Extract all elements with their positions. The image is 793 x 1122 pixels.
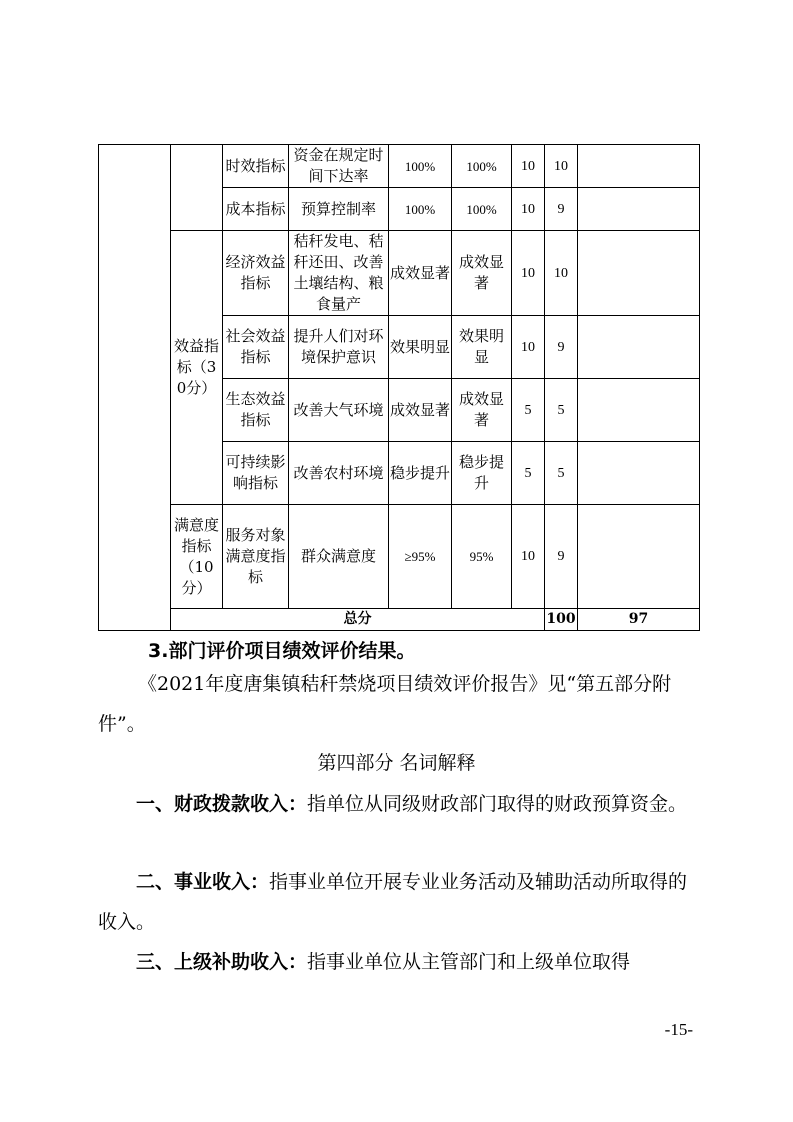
indicator-name: 经济效益指标 (223, 231, 289, 316)
target-value: 100% (389, 188, 452, 231)
actual-value: 效果明显 (452, 316, 512, 379)
earned-score: 9 (545, 316, 578, 379)
weight-score: 5 (512, 442, 545, 505)
term-definition: 指事业单位从主管部门和上级单位取得 (307, 951, 631, 973)
remark-cell (578, 442, 700, 505)
earned-score: 5 (545, 442, 578, 505)
satisfaction-category: 满意度指标（10分） (171, 505, 223, 609)
target-value: 100% (389, 145, 452, 188)
term-paragraph (98, 784, 698, 824)
chapter-title: 第四部分 名词解释 (317, 752, 476, 774)
weight-score: 10 (512, 188, 545, 231)
table-row (99, 145, 700, 188)
earned-score: 10 (545, 145, 578, 188)
weight-score: 5 (512, 379, 545, 442)
term-paragraph (98, 862, 698, 942)
indicator-name: 生态效益指标 (223, 379, 289, 442)
weight-score: 10 (512, 145, 545, 188)
target-value: 效果明显 (389, 316, 452, 379)
total-full-score: 100 (545, 609, 578, 631)
indicator-name: 社会效益指标 (223, 316, 289, 379)
earned-score: 5 (545, 379, 578, 442)
target-value: ≥95% (389, 505, 452, 609)
indicator-detail: 预算控制率 (289, 188, 389, 231)
blank-cell (99, 145, 171, 631)
section-body: 《2021年度唐集镇秸秆禁烧项目绩效评价报告》见“第五部分附件”。 (98, 673, 672, 735)
performance-table (98, 144, 700, 631)
earned-score: 9 (545, 188, 578, 231)
indicator-name: 服务对象满意度指标 (223, 505, 289, 609)
weight-score: 10 (512, 231, 545, 316)
page-number: -15- (664, 1020, 693, 1039)
earned-score: 9 (545, 505, 578, 609)
term-label: 一、财政拨款收入： (136, 793, 308, 815)
indicator-name: 成本指标 (223, 188, 289, 231)
actual-value: 100% (452, 188, 512, 231)
earned-score: 10 (545, 231, 578, 316)
term-paragraph (98, 942, 698, 982)
weight-score: 10 (512, 505, 545, 609)
term-definition: 指单位从同级财政部门取得的财政预算资金。 (307, 793, 688, 815)
actual-value: 稳步提升 (452, 442, 512, 505)
section-heading: 3.部门评价项目绩效评价结果。 (148, 640, 416, 662)
table-row (99, 505, 700, 609)
term-label: 二、事业收入： (136, 871, 270, 893)
actual-value: 成效显著 (452, 379, 512, 442)
total-label: 总分 (171, 609, 545, 631)
actual-value: 95% (452, 505, 512, 609)
remark-cell (578, 231, 700, 316)
remark-cell (578, 505, 700, 609)
remark-cell (578, 188, 700, 231)
total-earned-score: 97 (578, 609, 700, 631)
actual-value: 100% (452, 145, 512, 188)
target-value: 稳步提升 (389, 442, 452, 505)
indicator-detail: 群众满意度 (289, 505, 389, 609)
actual-value: 成效显著 (452, 231, 512, 316)
blank-cell (171, 145, 223, 231)
indicator-detail: 提升人们对环境保护意识 (289, 316, 389, 379)
total-row (99, 609, 700, 631)
table-row (99, 231, 700, 316)
indicator-name: 可持续影响指标 (223, 442, 289, 505)
indicator-detail: 秸秆发电、秸秆还田、改善土壤结构、粮食量产 (289, 231, 389, 316)
target-value: 成效显著 (389, 231, 452, 316)
remark-cell (578, 145, 700, 188)
target-value: 成效显著 (389, 379, 452, 442)
term-label: 三、上级补助收入： (136, 951, 308, 973)
indicator-detail: 改善大气环境 (289, 379, 389, 442)
benefit-category: 效益指标（30分） (171, 231, 223, 505)
term-definition: 指事业单位开展专业业务活动及辅助活动所取得的收入。 (98, 871, 688, 933)
remark-cell (578, 316, 700, 379)
indicator-detail: 改善农村环境 (289, 442, 389, 505)
indicator-detail: 资金在规定时间下达率 (289, 145, 389, 188)
indicator-name: 时效指标 (223, 145, 289, 188)
remark-cell (578, 379, 700, 442)
weight-score: 10 (512, 316, 545, 379)
